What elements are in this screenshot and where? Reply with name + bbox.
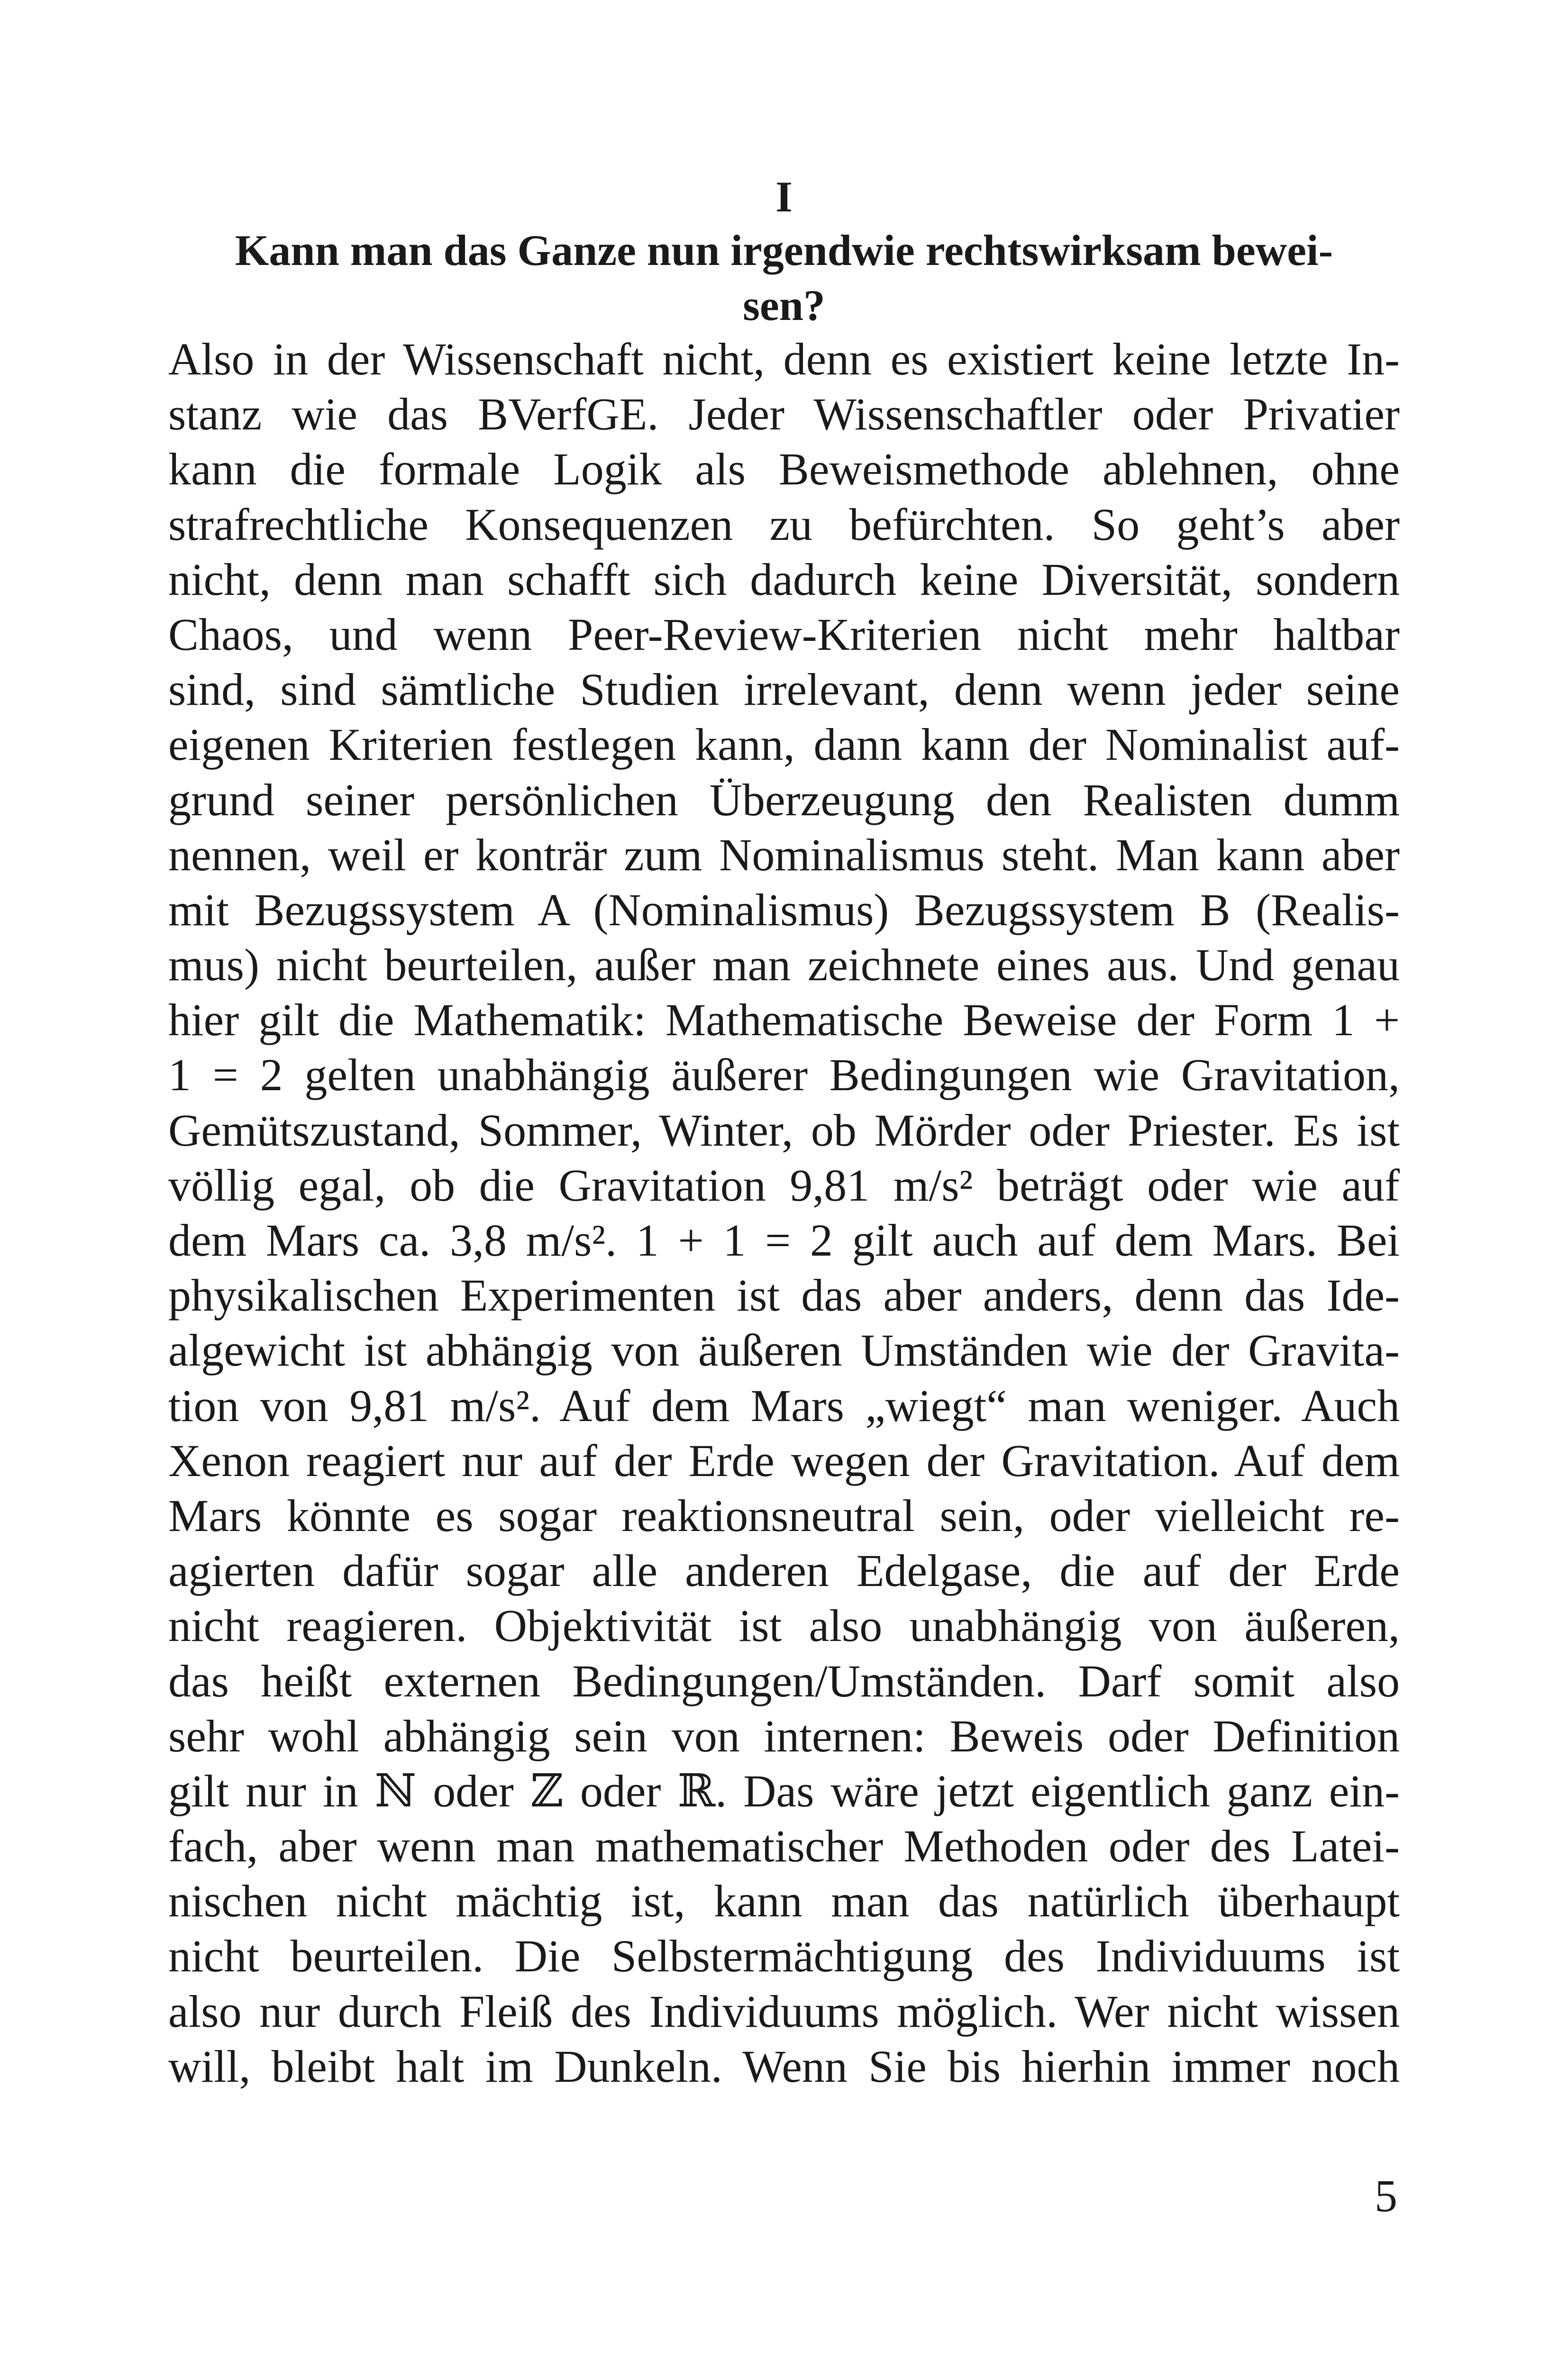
- text-line: Xenon reagiert nur auf der Erde wegen der Gravitation. Auf dem: [168, 1435, 1400, 1486]
- text-line: nischen nicht mächtig ist, kann man das natürlich überhaupt: [168, 1876, 1400, 1927]
- text-line: Also in der Wissenschaft nicht, denn es existiert keine letzte In-: [168, 334, 1400, 384]
- text-line: stanz wie das BVerfGE. Jeder Wissenschaftler oder Privatier: [168, 389, 1400, 440]
- text-line: will, bleibt halt im Dunkeln. Wenn Sie bis hierhin immer noch: [168, 2041, 1400, 2092]
- text-line: sind, sind sämtliche Studien irrelevant, denn wenn jeder seine: [168, 664, 1400, 715]
- text-line: kann die formale Logik als Beweismethode ablehnen, ohne: [168, 444, 1400, 495]
- text-line: also nur durch Fleiß des Individuums möglich. Wer nicht wissen: [168, 1986, 1400, 2037]
- text-line: nicht, denn man schafft sich dadurch keine Diversität, sondern: [168, 554, 1400, 605]
- text-line: physikalischen Experimenten ist das aber anders, denn das Ide-: [168, 1270, 1400, 1321]
- text-line: tion von 9,81 m/s². Auf dem Mars „wiegt“ man weniger. Auch: [168, 1380, 1400, 1431]
- text-line: nennen, weil er konträr zum Nominalismus steht. Man kann aber: [168, 829, 1400, 880]
- text-line: mus) nicht beurteilen, außer man zeichnete eines aus. Und genau: [168, 939, 1400, 991]
- text-line: fach, aber wenn man mathematischer Methoden oder des Latei-: [168, 1821, 1400, 1872]
- text-line: Chaos, und wenn Peer-Review-Kriterien nicht mehr haltbar: [168, 609, 1400, 660]
- chapter-title-line: sen?: [743, 281, 825, 329]
- text-line: dem Mars ca. 3,8 m/s². 1 + 1 = 2 gilt auch auf dem Mars. Bei: [168, 1215, 1400, 1266]
- chapter-title-line: Kann man das Ganze nun irgendwie rechtswirksam bewei-: [235, 226, 1333, 274]
- text-line: gilt nur in ℕ oder ℤ oder ℝ. Das wäre jetzt eigentlich ganz ein-: [168, 1765, 1400, 1816]
- text-line: algewicht ist abhängig von äußeren Umständen wie der Gravita-: [168, 1325, 1400, 1376]
- text-line: 1 = 2 gelten unabhängig äußerer Bedingungen wie Gravitation,: [168, 1049, 1400, 1101]
- body-text: [168, 332, 1400, 2094]
- chapter-number: I: [775, 173, 793, 221]
- text-line: völlig egal, ob die Gravitation 9,81 m/s² beträgt oder wie auf: [168, 1159, 1400, 1211]
- page-number: 5: [1375, 2170, 1397, 2221]
- text-line: agierten dafür sogar alle anderen Edelgase, die auf der Erde: [168, 1545, 1400, 1596]
- chapter-title: [171, 223, 1397, 333]
- text-line: hier gilt die Mathematik: Mathematische Beweise der Form 1 +: [168, 994, 1400, 1046]
- text-line: Gemütszustand, Sommer, Winter, ob Mörder oder Priester. Es ist: [168, 1104, 1400, 1156]
- text-line: sehr wohl abhängig sein von internen: Beweis oder Definition: [168, 1710, 1400, 1761]
- text-line: strafrechtliche Konsequenzen zu befürchten. So geht’s aber: [168, 499, 1400, 550]
- text-line: eigenen Kriterien festlegen kann, dann kann der Nominalist auf-: [168, 719, 1400, 770]
- text-line: das heißt externen Bedingungen/Umständen. Darf somit also: [168, 1655, 1400, 1706]
- text-line: nicht reagieren. Objektivität ist also unabhängig von äußeren,: [168, 1600, 1400, 1651]
- text-line: Mars könnte es sogar reaktionsneutral sein, oder vielleicht re-: [168, 1490, 1400, 1541]
- text-line: grund seiner persönlichen Überzeugung den Realisten dumm: [168, 774, 1400, 825]
- text-line: nicht beurteilen. Die Selbstermächtigung des Individuums ist: [168, 1931, 1400, 1982]
- text-line: mit Bezugssystem A (Nominalismus) Bezugssystem B (Realis-: [168, 884, 1400, 935]
